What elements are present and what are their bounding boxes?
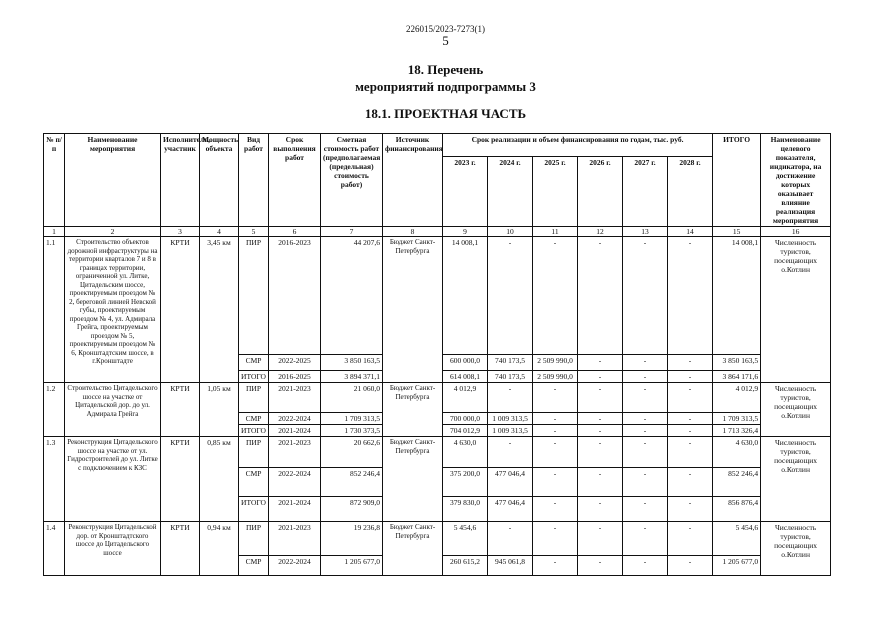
- cell-source: Бюджет Санкт-Петербурга: [383, 383, 443, 437]
- cell-year-value: -: [668, 556, 713, 576]
- header-source: Источник финансирования: [383, 134, 443, 227]
- cell-period: 2021-2024: [269, 425, 321, 437]
- cell-period: 2021-2023: [269, 383, 321, 413]
- title-line-2: мероприятий подпрограммы 3: [355, 79, 536, 94]
- cell-work-type: ИТОГО: [239, 497, 269, 522]
- col-index: 11: [533, 227, 578, 237]
- cell-year-value: -: [578, 425, 623, 437]
- cell-cost: 1 709 313,5: [321, 413, 383, 425]
- cell-year-value: -: [533, 497, 578, 522]
- cell-name: Строительство Цитадельского шоссе на участке от Цитадельской дор. до ул. Адмирала Грейга: [65, 383, 161, 437]
- cell-year-value: 14 008,1: [443, 237, 488, 355]
- cell-source: Бюджет Санкт-Петербурга: [383, 437, 443, 522]
- cell-cost: 21 060,0: [321, 383, 383, 413]
- cell-capacity: 0,85 км: [200, 437, 239, 522]
- cell-total: 856 876,4: [713, 497, 761, 522]
- header-year: 2023 г.: [443, 157, 488, 227]
- cell-name: Строительство объектов дорожной инфраструктуры на территории кварталов 7 и 8 в границах территории, ограниченной ул. Литке, Цитадельским шоссе, проектируемым проездом № 2, береговой линией Невской губы, проектируемым проездом № 4, ул. Адмирала Грейга, проектируемым проездом № 5, проектируемым проездом № 6, Кронштадтским шоссе, в г.Кронштадте: [65, 237, 161, 383]
- page-number: 5: [442, 33, 449, 48]
- activities-table: [43, 133, 831, 576]
- cell-indicator: Численность туристов, посещающих о.Котлин: [761, 237, 831, 383]
- cell-year-value: 740 173,5: [488, 355, 533, 371]
- header-name: Наименование мероприятия: [65, 134, 161, 227]
- cell-year-value: -: [668, 497, 713, 522]
- cell-period: 2021-2023: [269, 437, 321, 468]
- cell-year-value: -: [623, 556, 668, 576]
- cell-num: 1.3: [44, 437, 65, 522]
- cell-cost: 1 205 677,0: [321, 556, 383, 576]
- col-index: 15: [713, 227, 761, 237]
- cell-year-value: 477 046,4: [488, 497, 533, 522]
- header-year: 2025 г.: [533, 157, 578, 227]
- cell-period: 2021-2023: [269, 522, 321, 556]
- col-index: 14: [668, 227, 713, 237]
- cell-year-value: -: [668, 522, 713, 556]
- cell-total: 14 008,1: [713, 237, 761, 355]
- cell-year-value: -: [623, 413, 668, 425]
- cell-year-value: 704 012,9: [443, 425, 488, 437]
- cell-year-value: -: [668, 413, 713, 425]
- col-index: 1: [44, 227, 65, 237]
- cell-year-value: 477 046,4: [488, 468, 533, 497]
- cell-year-value: -: [533, 437, 578, 468]
- cell-year-value: 375 200,0: [443, 468, 488, 497]
- cell-year-value: -: [623, 522, 668, 556]
- header-period: Срок выполнения работ: [269, 134, 321, 227]
- cell-year-value: 379 830,0: [443, 497, 488, 522]
- cell-executor: КРТИ: [161, 522, 200, 576]
- cell-year-value: 945 061,8: [488, 556, 533, 576]
- col-index: 2: [65, 227, 161, 237]
- cell-year-value: 740 173,5: [488, 371, 533, 383]
- header-cost: Сметная стоимость работ (предполагаемая (предельная) стоимость работ): [321, 134, 383, 227]
- cell-year-value: -: [623, 468, 668, 497]
- cell-year-value: -: [623, 425, 668, 437]
- cell-year-value: -: [533, 425, 578, 437]
- cell-indicator: Численность туристов, посещающих о.Котлин: [761, 522, 831, 576]
- cell-year-value: -: [533, 468, 578, 497]
- cell-cost: 3 894 371,1: [321, 371, 383, 383]
- cell-year-value: 2 509 990,0: [533, 371, 578, 383]
- table-body: [44, 237, 831, 576]
- cell-period: 2022-2024: [269, 468, 321, 497]
- cell-source: Бюджет Санкт-Петербурга: [383, 522, 443, 576]
- cell-year-value: -: [533, 413, 578, 425]
- cell-year-value: -: [578, 371, 623, 383]
- cell-work-type: ИТОГО: [239, 371, 269, 383]
- col-index: 3: [161, 227, 200, 237]
- cell-year-value: 4 012,9: [443, 383, 488, 413]
- cell-year-value: -: [578, 468, 623, 497]
- cell-year-value: -: [578, 522, 623, 556]
- cell-year-value: 600 000,0: [443, 355, 488, 371]
- cell-year-value: 614 008,1: [443, 371, 488, 383]
- cell-executor: КРТИ: [161, 437, 200, 522]
- cell-num: 1.4: [44, 522, 65, 576]
- header-year: 2027 г.: [623, 157, 668, 227]
- cell-period: 2016-2025: [269, 371, 321, 383]
- cell-period: 2022-2024: [269, 556, 321, 576]
- col-index: 12: [578, 227, 623, 237]
- col-index: 5: [239, 227, 269, 237]
- cell-cost: 1 730 373,5: [321, 425, 383, 437]
- col-index: 7: [321, 227, 383, 237]
- cell-num: 1.2: [44, 383, 65, 437]
- cell-period: 2022-2024: [269, 413, 321, 425]
- cell-cost: 44 207,6: [321, 237, 383, 355]
- cell-year-value: -: [578, 437, 623, 468]
- cell-year-value: -: [488, 437, 533, 468]
- cell-year-value: -: [488, 522, 533, 556]
- table-row: [44, 383, 831, 413]
- cell-year-value: -: [668, 355, 713, 371]
- cell-year-value: 4 630,0: [443, 437, 488, 468]
- cell-year-value: -: [623, 383, 668, 413]
- cell-year-value: -: [578, 383, 623, 413]
- col-index: 4: [200, 227, 239, 237]
- cell-year-value: -: [668, 371, 713, 383]
- col-index: 8: [383, 227, 443, 237]
- cell-year-value: -: [623, 497, 668, 522]
- section-title: 18.1. ПРОЕКТНАЯ ЧАСТЬ: [364, 106, 527, 121]
- cell-total: 3 850 163,5: [713, 355, 761, 371]
- cell-year-value: -: [578, 413, 623, 425]
- cell-num: 1.1: [44, 237, 65, 383]
- cell-name: Реконструкция Цитадельской дор. от Кронштадтского шоссе до Цитадельского шоссе: [65, 522, 161, 576]
- cell-year-value: -: [488, 383, 533, 413]
- cell-work-type: СМР: [239, 413, 269, 425]
- cell-year-value: -: [668, 425, 713, 437]
- cell-work-type: ПИР: [239, 237, 269, 355]
- cell-capacity: 1,05 км: [200, 383, 239, 437]
- header-indicator: Наименование целевого показателя, индикатора, на достижение которых оказывает влияние реализация мероприятия: [761, 134, 831, 227]
- document-number: 226015/2023-7273(1): [406, 24, 485, 34]
- cell-period: 2022-2025: [269, 355, 321, 371]
- cell-year-value: -: [623, 237, 668, 355]
- cell-cost: 3 850 163,5: [321, 355, 383, 371]
- cell-source: Бюджет Санкт-Петербурга: [383, 237, 443, 383]
- cell-year-value: -: [578, 556, 623, 576]
- cell-year-value: -: [623, 371, 668, 383]
- cell-work-type: СМР: [239, 556, 269, 576]
- cell-total: 1 713 326,4: [713, 425, 761, 437]
- cell-year-value: -: [578, 237, 623, 355]
- header-year: 2026 г.: [578, 157, 623, 227]
- cell-total: 1 709 313,5: [713, 413, 761, 425]
- col-index: 16: [761, 227, 831, 237]
- header-year: 2028 г.: [668, 157, 713, 227]
- cell-year-value: -: [533, 383, 578, 413]
- cell-cost: 19 236,8: [321, 522, 383, 556]
- table-row: [44, 237, 831, 355]
- header-financing: Срок реализации и объем финансирования по годам, тыс. руб.: [443, 134, 713, 157]
- cell-total: 4 630,0: [713, 437, 761, 468]
- cell-total: 5 454,6: [713, 522, 761, 556]
- title-line-1: 18. Перечень: [407, 62, 484, 77]
- col-index: 13: [623, 227, 668, 237]
- cell-year-value: 2 509 990,0: [533, 355, 578, 371]
- cell-year-value: -: [533, 237, 578, 355]
- cell-work-type: ПИР: [239, 522, 269, 556]
- header-year: 2024 г.: [488, 157, 533, 227]
- header-executor: Исполнитель, участник: [161, 134, 200, 227]
- col-index: 10: [488, 227, 533, 237]
- col-index: 6: [269, 227, 321, 237]
- cell-executor: КРТИ: [161, 237, 200, 383]
- cell-work-type: СМР: [239, 355, 269, 371]
- cell-year-value: -: [668, 383, 713, 413]
- cell-year-value: -: [533, 522, 578, 556]
- cell-year-value: 5 454,6: [443, 522, 488, 556]
- table-row: [44, 522, 831, 556]
- cell-capacity: 0,94 км: [200, 522, 239, 576]
- cell-year-value: 260 615,2: [443, 556, 488, 576]
- cell-period: 2021-2024: [269, 497, 321, 522]
- table-row: [44, 437, 831, 468]
- cell-indicator: Численность туристов, посещающих о.Котлин: [761, 437, 831, 522]
- cell-year-value: -: [668, 468, 713, 497]
- cell-work-type: ИТОГО: [239, 425, 269, 437]
- cell-cost: 20 662,6: [321, 437, 383, 468]
- cell-year-value: -: [668, 437, 713, 468]
- cell-year-value: -: [578, 497, 623, 522]
- header-work-type: Вид работ: [239, 134, 269, 227]
- cell-work-type: СМР: [239, 468, 269, 497]
- cell-total: 852 246,4: [713, 468, 761, 497]
- cell-year-value: 1 009 313,5: [488, 413, 533, 425]
- header-num: № п/п: [44, 134, 65, 227]
- cell-total: 1 205 677,0: [713, 556, 761, 576]
- cell-year-value: -: [623, 437, 668, 468]
- cell-period: 2016-2023: [269, 237, 321, 355]
- header-capacity: Мощность объекта: [200, 134, 239, 227]
- cell-year-value: 1 009 313,5: [488, 425, 533, 437]
- cell-total: 3 864 171,6: [713, 371, 761, 383]
- cell-work-type: ПИР: [239, 383, 269, 413]
- cell-work-type: ПИР: [239, 437, 269, 468]
- header-total: ИТОГО: [713, 134, 761, 227]
- col-index: 9: [443, 227, 488, 237]
- cell-total: 4 012,9: [713, 383, 761, 413]
- cell-year-value: -: [578, 355, 623, 371]
- cell-name: Реконструкция Цитадельского шоссе на участке от ул. Гидростроителей до ул. Литке с подключением к КЗС: [65, 437, 161, 522]
- cell-year-value: 700 000,0: [443, 413, 488, 425]
- cell-cost: 852 246,4: [321, 468, 383, 497]
- cell-year-value: -: [488, 237, 533, 355]
- cell-capacity: 3,45 км: [200, 237, 239, 383]
- cell-indicator: Численность туристов, посещающих о.Котлин: [761, 383, 831, 437]
- cell-year-value: -: [668, 237, 713, 355]
- cell-executor: КРТИ: [161, 383, 200, 437]
- cell-year-value: -: [623, 355, 668, 371]
- cell-year-value: -: [533, 556, 578, 576]
- cell-cost: 872 909,0: [321, 497, 383, 522]
